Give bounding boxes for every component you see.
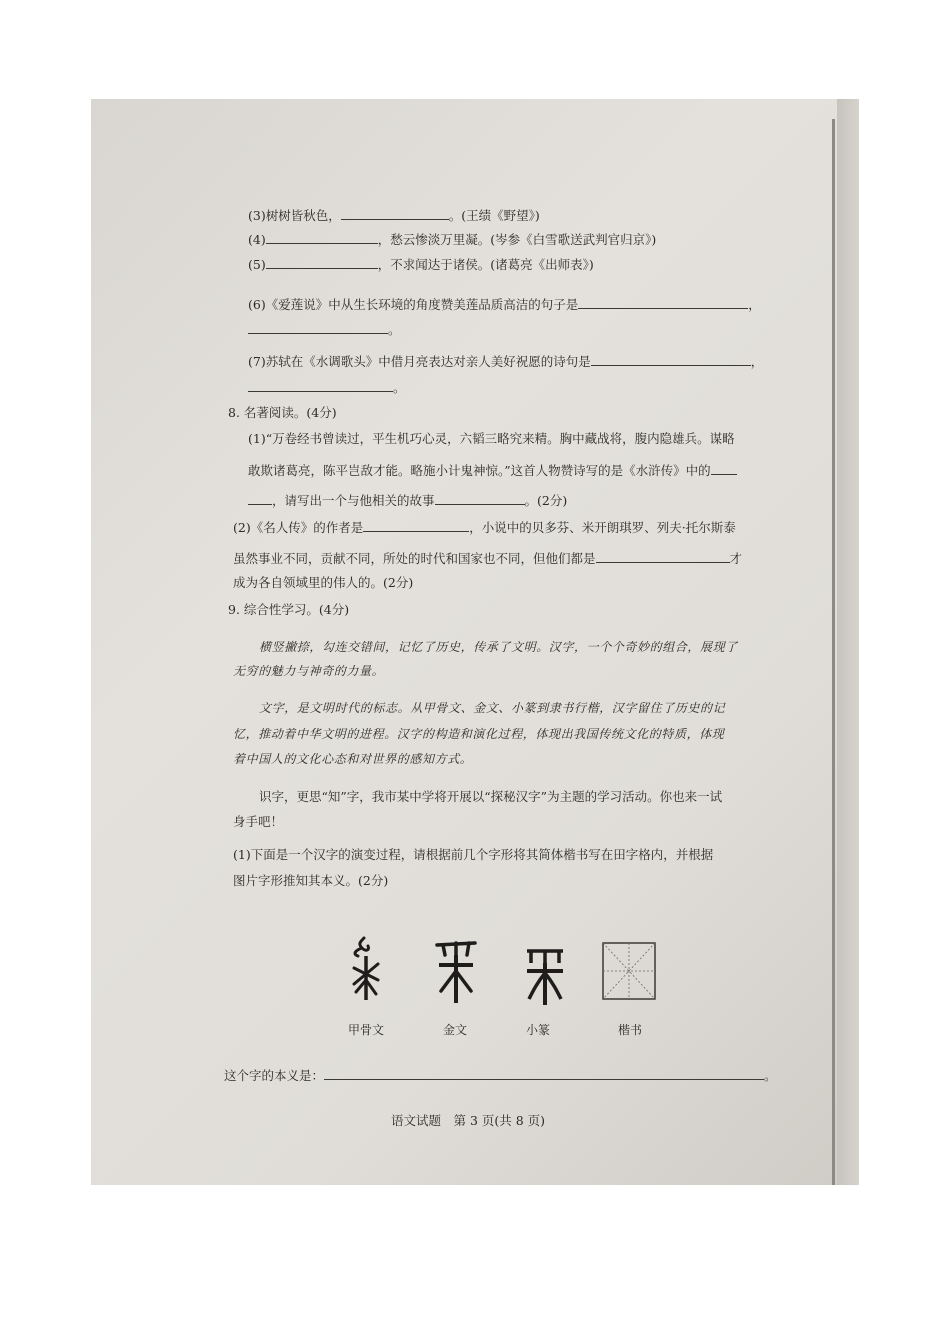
tianzige-writing-grid[interactable] <box>601 941 657 1001</box>
page-footer: 语文试题 第 3 页(共 8 页) <box>391 1113 546 1128</box>
q8-title: 8. 名著阅读。(4分) <box>228 405 337 420</box>
answer-blank[interactable] <box>435 490 525 505</box>
poem-line-7b: 。 <box>248 377 406 397</box>
photo-background <box>91 99 859 1185</box>
q9-intro-para3-line2: 身手吧！ <box>233 814 284 829</box>
bronze-inscription-glyph <box>431 937 481 1007</box>
q8-p1-line3: ，请写出一个与他相关的故事 。(2分) <box>248 490 567 510</box>
poem-line-4: (4) ，愁云惨淡万里凝。(岑参《白雪歌送武判官归京》) <box>248 229 656 249</box>
answer-blank[interactable] <box>363 517 469 532</box>
q9-intro-para3-line1: 识字，更思“知”字，我市某中学将开展以“探秘汉字”为主题的学习活动。你也来一试 <box>259 789 723 804</box>
answer-blank[interactable] <box>324 1065 764 1080</box>
q8-p2-line1: (2)《名人传》的作者是 ，小说中的贝多芬、米开朗琪罗、列夫·托尔斯泰 <box>233 517 736 537</box>
answer-blank[interactable] <box>596 548 730 563</box>
q8-p1-line1: (1)“万卷经书曾读过，平生机巧心灵，六韬三略究来精。胸中藏战将，腹内隐雄兵。谋略 <box>248 431 735 446</box>
answer-blank[interactable] <box>266 254 378 269</box>
q8-p1-line2: 敢欺诸葛亮，陈平岂敌才能。略施小计鬼神惊。”这首人物赞诗写的是《水浒传》中的 <box>248 460 737 480</box>
poem-line-5: (5) ，不求闻达于诸侯。(诸葛亮《出师表》) <box>248 254 594 274</box>
answer-blank[interactable] <box>248 490 272 505</box>
exam-page <box>91 99 832 1185</box>
label-bronze: 金文 <box>443 1023 468 1037</box>
book-edge <box>837 99 859 1185</box>
q9-intro-para1-line2: 无穷的魅力与神奇的力量。 <box>233 664 385 678</box>
oracle-bone-glyph <box>346 934 386 1004</box>
poem-line-7: (7)苏轼在《水调歌头》中借月亮表达对亲人美好祝愿的诗句是 ， <box>248 351 763 371</box>
label-small-seal: 小篆 <box>526 1023 551 1037</box>
small-seal-glyph <box>521 943 569 1007</box>
q9-intro-para2-line3: 着中国人的文化心态和对世界的感知方式。 <box>233 752 473 766</box>
answer-blank[interactable] <box>266 229 378 244</box>
poem-line-3: (3)树树皆秋色， 。(王绩《野望》) <box>248 205 540 225</box>
q9-sub1-line1: (1)下面是一个汉字的演变过程，请根据前几个字形将其简体楷书写在田字格内，并根据 <box>233 847 714 862</box>
q9-intro-para1-line1: 横竖撇捺，勾连交错间，记忆了历史，传承了文明。汉字，一个个奇妙的组合，展现了 <box>259 640 738 654</box>
answer-blank[interactable] <box>578 294 748 309</box>
answer-blank[interactable] <box>248 319 388 334</box>
page-spine-line <box>832 119 835 1185</box>
poem-line-6b: 。 <box>248 319 401 339</box>
answer-blank[interactable] <box>591 351 751 366</box>
answer-line: 这个字的本义是： 。 <box>224 1065 777 1085</box>
label-regular-script: 楷书 <box>618 1023 643 1037</box>
q9-sub1-line2: 图片字形推知其本义。(2分) <box>233 873 389 888</box>
poem-line-6: (6)《爱莲说》中从生长环境的角度赞美莲品质高洁的句子是 ， <box>248 294 761 314</box>
q9-intro-para2-line2: 忆，推动着中华文明的进程。汉字的构造和演化过程，体现出我国传统文化的特质，体现 <box>233 727 725 741</box>
q9-intro-para2-line1: 文字，是文明时代的标志。从甲骨文、金文、小篆到隶书行楷，汉字留住了历史的记 <box>259 701 726 715</box>
answer-blank[interactable] <box>341 205 449 220</box>
q9-title: 9. 综合性学习。(4分) <box>228 602 350 617</box>
answer-blank[interactable] <box>711 460 737 475</box>
answer-blank[interactable] <box>248 377 393 392</box>
label-oracle-bone: 甲骨文 <box>348 1023 385 1037</box>
q8-p2-line3: 成为各自领域里的伟人的。(2分) <box>233 575 414 590</box>
q8-p2-line2: 虽然事业不同，贡献不同，所处的时代和国家也不同，但他们都是 才 <box>233 548 742 568</box>
